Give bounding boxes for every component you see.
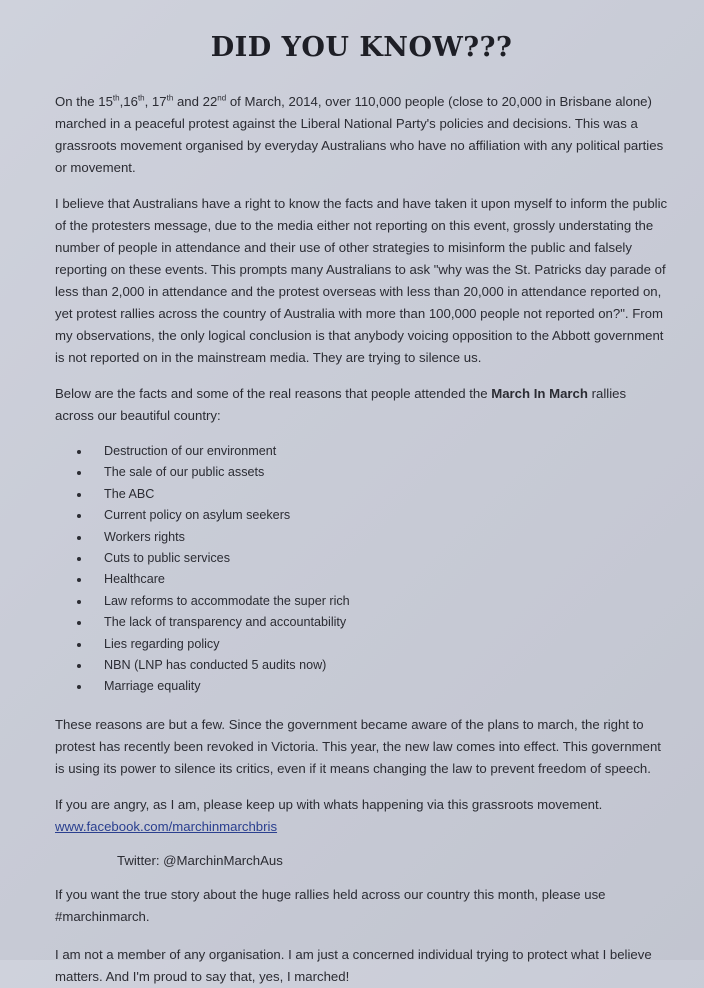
- list-item: The ABC: [77, 484, 668, 505]
- facebook-link[interactable]: www.facebook.com/marchinmarchbris: [55, 818, 278, 834]
- page-title: DID YOU KNOW???: [210, 32, 513, 63]
- list-item: Marriage equality: [77, 676, 668, 697]
- list-item: Lies regarding policy: [77, 634, 668, 655]
- list-item: Cuts to public services: [77, 548, 668, 569]
- list-item: The lack of transparency and accountability: [77, 612, 668, 633]
- closing-paragraph: I am not a member of any organisation. I am just a concerned individual trying to protect what I believe matters. And I'm proud to say that, yes, I marched!: [55, 946, 652, 984]
- list-item: Workers rights: [77, 527, 668, 548]
- reasons-list: [55, 441, 668, 698]
- intro-paragraph: On the 15th,16th, 17th and 22nd of March, 2014, over 110,000 people (close to 20,000 in Brisbane alone) marched in a peaceful protest against the Liberal National Party's policies and decisions. This was a grassroots movement organised by everyday Australians who have no affiliation with any political parties or movement.: [55, 93, 664, 175]
- list-item: The sale of our public assets: [77, 462, 668, 483]
- list-item: Law reforms to accommodate the super rich: [77, 591, 668, 612]
- twitter-handle: Twitter: @MarchinMarchAus: [117, 852, 283, 868]
- protest-law-paragraph: These reasons are but a few. Since the government became aware of the plans to march, the right to protest has recently been revoked in Victoria. This year, the new law comes into effect. This government is using its power to silence its critics, even if it means changing the law to prevent freedom of speech.: [55, 716, 661, 776]
- hashtag-paragraph: If you want the true story about the huge rallies held across our country this month, please use #marchinmarch.: [55, 886, 606, 924]
- list-item: Destruction of our environment: [77, 441, 668, 462]
- facts-intro-paragraph: Below are the facts and some of the real reasons that people attended the March In March rallies across our beautiful country:: [55, 386, 627, 423]
- angry-paragraph: If you are angry, as I am, please keep up with whats happening via this grassroots movement.: [55, 796, 603, 812]
- list-item: Current policy on asylum seekers: [77, 505, 668, 526]
- list-item: NBN (LNP has conducted 5 audits now): [77, 655, 668, 676]
- media-paragraph: I believe that Australians have a right to know the facts and have taken it upon myself to inform the public of the protesters message, due to the media either not reporting on this event, grossly understating the number of people in attendance and their use of other strategies to misinform the public and falsely reporting on these events. This prompts many Australians to ask "why was the St. Patricks day parade of less than 2,000 in attendance and the protest overseas with less than 20,000 in attendance reported on, yet protest rallies across the country of Australia with more than 100,000 people not reported on?". From my observations, the only logical conclusion is that anybody voicing opposition to the Abbott government is not reported on in the mainstream media. They are trying to silence us.: [55, 196, 668, 365]
- list-item: Healthcare: [77, 569, 668, 590]
